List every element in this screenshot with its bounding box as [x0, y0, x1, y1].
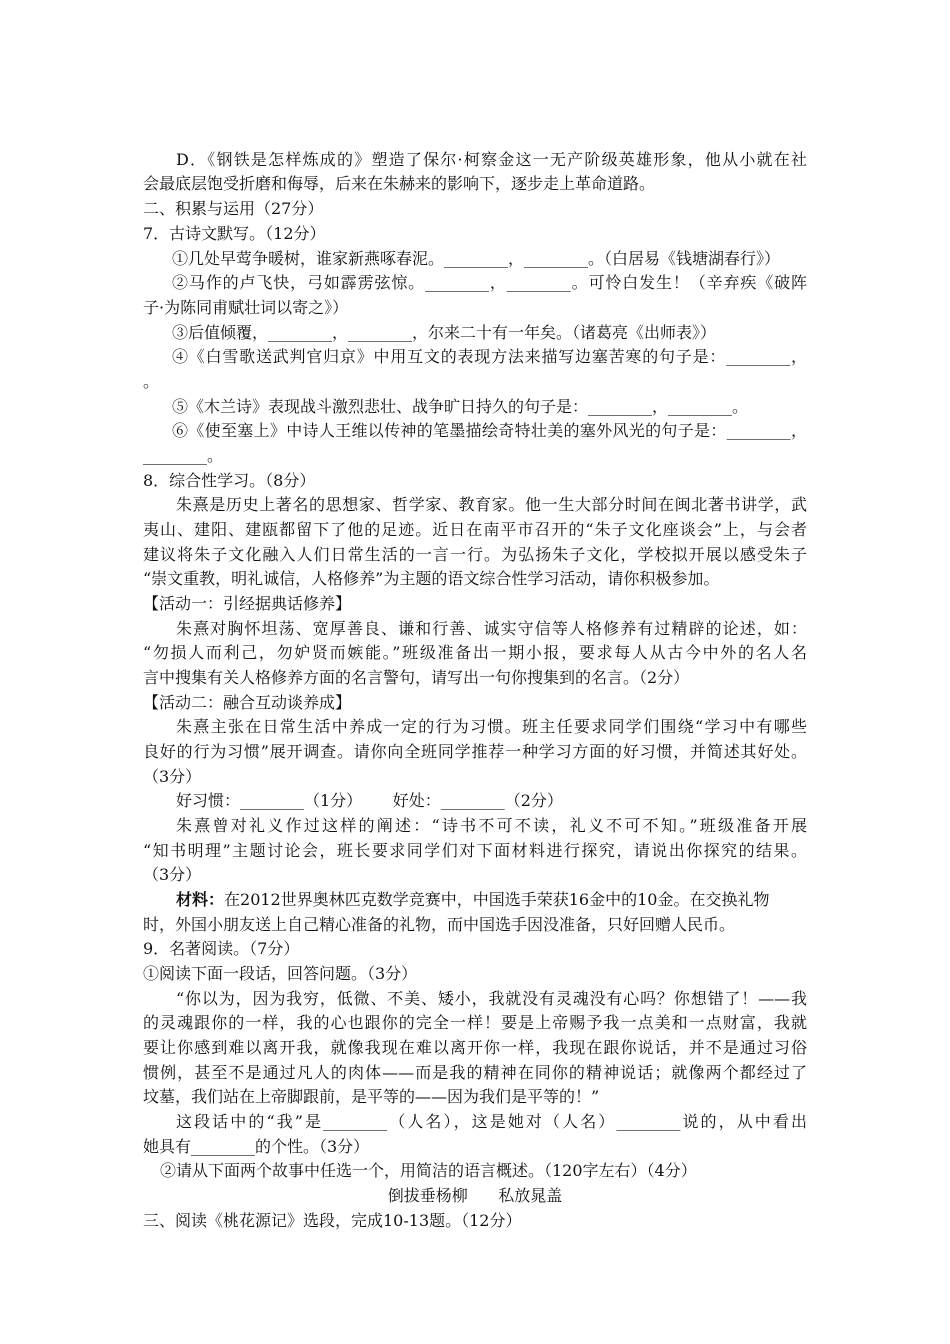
section-2-heading: 二、积累与运用（27分）: [143, 199, 324, 218]
story-options: 倒拔垂杨柳 私放晁盖: [387, 1186, 563, 1205]
q8-intro-line-3: 建议将朱子文化融入人们日常生活的一言一行。为弘扬朱子文化，学校拟开展以感受朱子: [143, 545, 807, 564]
q9-part-1-heading: ①阅读下面一段话，回答问题。（3分）: [143, 964, 418, 983]
q8-intro-line-4: “崇文重教，明礼诚信，人格修养”为主题的语文综合性学习活动，请你积极参加。: [143, 569, 720, 588]
activity-1-line-3: 言中搜集有关人格修养方面的名言警句，请写出一句你搜集到的名言。（2分）: [143, 668, 690, 687]
q7-item-2-line-1: ②马作的卢飞快，弓如霹雳弦惊。________，________。可怜白发生！（辛弃疾《破阵: [172, 273, 807, 292]
q7-item-4-line-1: ④《白雪歌送武判官归京》中用互文的表现方法来描写边塞苦寒的句子是：________，: [172, 347, 807, 366]
option-d-line-2: 会最底层饱受折磨和侮辱，后来在朱赫来的影响下，逐步走上革命道路。: [143, 174, 656, 193]
passage-line-1: “你以为，因为我穷，低微、不美、矮小，我就没有灵魂没有心吗？你想错了！——我: [176, 989, 807, 1008]
activity-2-heading: 【活动二：融合互动谈养成】: [143, 693, 352, 712]
activity-2-line-2: 良好的行为习惯”展开调查。请你向全班同学推荐一种学习方面的好习惯，并简述其好处。: [143, 742, 807, 761]
q7-item-1: ①几处早莺争暖树，谁家新燕啄春泥。________，________。（白居易《钱塘湖春行》）: [172, 249, 781, 268]
passage-line-5: 坟墓，我们站在上帝脚跟前，是平等的——因为我们是平等的！”: [143, 1087, 600, 1106]
q7-item-2-line-2: 子·为陈同甫赋壮词以寄之》）: [143, 298, 349, 317]
q7-item-6-line-1: ⑥《使至塞上》中诗人王维以传神的笔墨描绘奇特壮美的塞外风光的句子是：________，: [172, 421, 807, 440]
activity-3-line-2: “知书明理”主题讨论会，班长要求同学们对下面材料进行探究，请说出你探究的结果。: [143, 841, 807, 860]
activity-2-score: （3分）: [143, 767, 202, 786]
activity-1-line-2: “勿损人而利己，勿妒贤而嫉能。”班级准备出一期小报，要求每人从古今中外的名人名: [143, 643, 807, 662]
material-label: 材料：: [176, 890, 225, 909]
activity-1-line-1: 朱熹对胸怀坦荡、宽厚善良、谦和行善、诚实守信等人格修养有过精辟的论述，如：: [176, 619, 807, 638]
q7-item-3: ③后值倾覆，________，________，尔来二十有一年矣。（诸葛亮《出师表》）: [172, 323, 717, 342]
material-line-2: 时，外国小朋友送上自己精心准备的礼物，而中国选手因没准备，只好回赠人民币。: [143, 915, 736, 934]
activity-3-line-1: 朱熹曾对礼义作过这样的阐述：“诗书不可不读，礼义不可不知。”班级准备开展: [176, 816, 807, 835]
q7-item-4-line-2: 。: [143, 372, 160, 391]
q9-question-line-1: 这段话中的“我”是________（人名），这是她对（人名）________说的，从中看出: [176, 1112, 807, 1131]
passage-line-2: 的灵魂跟你的一样，我的心也跟你的完全一样！要是上帝赐予我一点美和一点财富，我就: [143, 1013, 807, 1032]
q9-question-line-2: 她具有________的个性。（3分）: [143, 1137, 370, 1156]
activity-3-score: （3分）: [143, 865, 202, 884]
passage-line-4: 惯例，甚至不是通过凡人的肉体——而是我的精神在同你的精神说话；就像两个都经过了: [143, 1063, 807, 1082]
habit-answer-line: 好习惯：________（1分） 好处：________（2分）: [176, 791, 563, 810]
q8-intro-line-1: 朱熹是历史上著名的思想家、哲学家、教育家。他一生大部分时间在闽北著书讲学，武: [176, 495, 807, 514]
q7-item-6-line-2: ________。: [143, 446, 224, 465]
q9-part-2-heading: ②请从下面两个故事中任选一个，用简洁的语言概述。（120字左右）（4分）: [160, 1161, 697, 1180]
question-8-heading: 8．综合性学习。（8分）: [143, 471, 316, 490]
question-7-heading: 7．古诗文默写。（12分）: [143, 224, 326, 243]
q7-item-5: ⑤《木兰诗》表现战斗激烈悲壮、战争旷日持久的句子是：________，________。: [172, 397, 749, 416]
option-d-line-1: D．《钢铁是怎样炼成的》塑造了保尔·柯察金这一无产阶级英雄形象，他从小就在社: [176, 150, 807, 169]
activity-2-line-1: 朱熹主张在日常生活中养成一定的行为习惯。班主任要求同学们围绕“学习中有哪些: [176, 717, 807, 736]
q8-intro-line-2: 夷山、建阳、建瓯都留下了他的足迹。近日在南平市召开的“朱子文化座谈会”上，与会者: [143, 520, 807, 539]
activity-1-heading: 【活动一：引经据典话修养】: [143, 594, 352, 613]
material-line-1: [176, 890, 769, 910]
section-3-heading: 三、阅读《桃花源记》选段，完成10-13题。（12分）: [143, 1211, 522, 1230]
passage-line-3: 要让你感到难以离开我，就像我现在难以离开你一样，我现在跟你说话，并不是通过习俗: [143, 1038, 807, 1057]
question-9-heading: 9．名著阅读。（7分）: [143, 939, 300, 958]
material-text: 在2012世界奥林匹克数学竞赛中，中国选手荣获16金中的10金。在交换礼物: [224, 890, 770, 909]
